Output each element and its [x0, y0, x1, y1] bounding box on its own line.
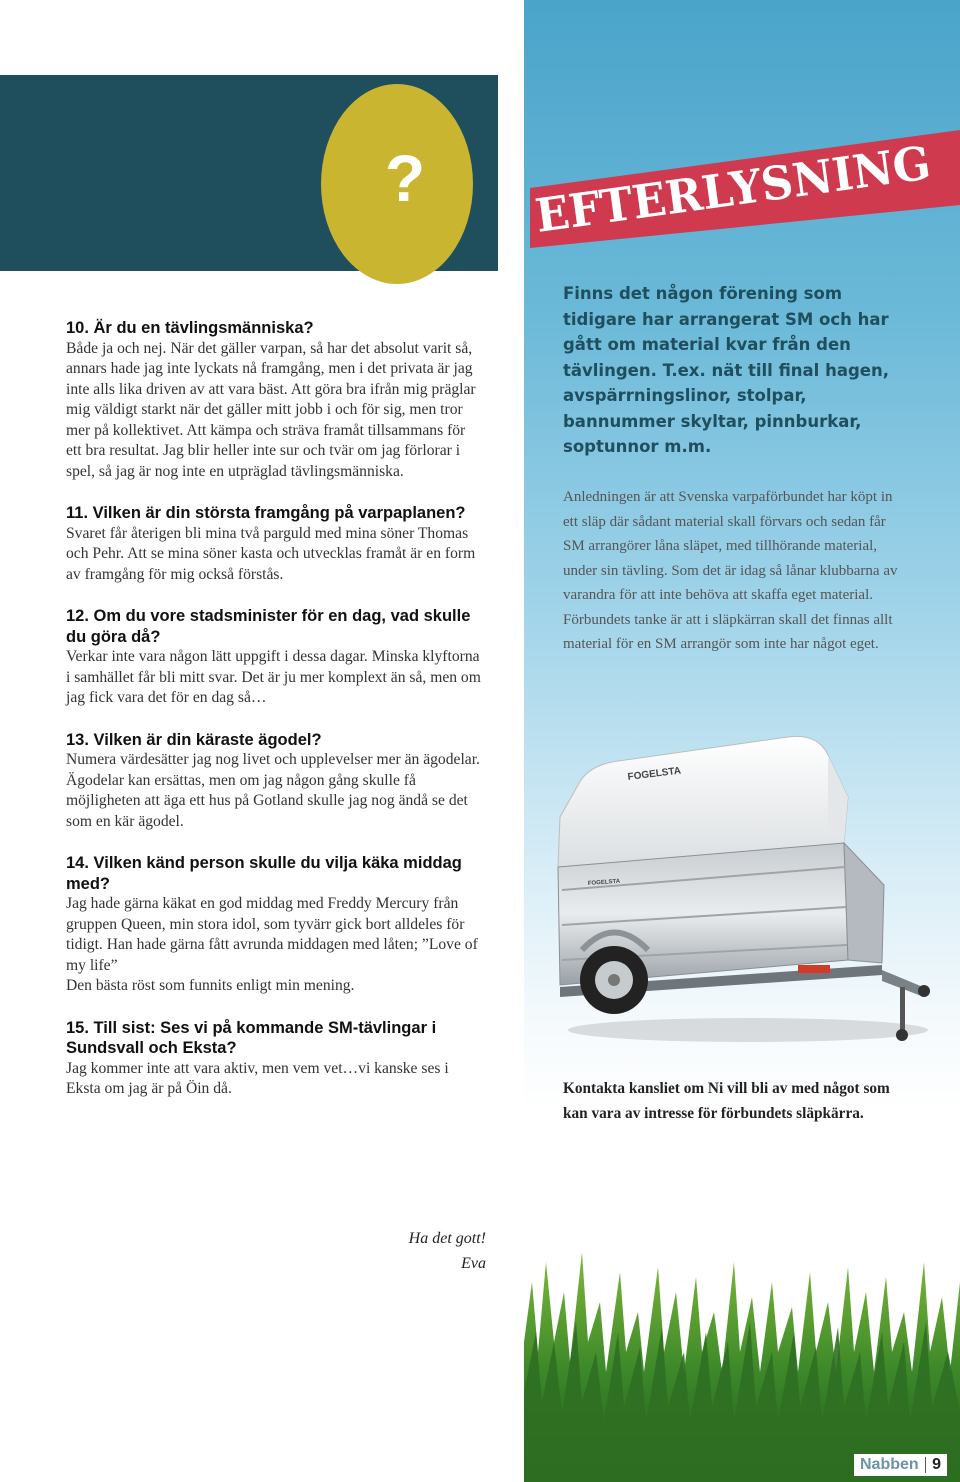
signoff	[380, 1226, 486, 1276]
answer-10: Både ja och nej. När det gäller varpan, så har det absolut varit så, annars hade jag inte lyckats nå framgång, men i det privata är jag inte alls lika driven av att vara bäst. Att göra bra ifrån mig präglar mig väldigt starkt när det gäller mitt jobb i och för sig, men tror mer på kollektivet. Att kämpa och sträva framåt tillsammans för ett bra resultat. Jag blir heller inte sur och tvär om jag förlorar i spel, så jag är nog inte en utpräglad tävlingsmänniska.	[66, 339, 476, 480]
grass-illustration	[524, 1222, 960, 1482]
page-number: 9	[932, 1456, 942, 1473]
interview-column	[66, 318, 484, 1121]
question-10: 10. Är du en tävlingsmänniska?	[66, 319, 314, 337]
question-14: 14. Vilken känd person skulle du vilja käka middag med?	[66, 854, 462, 893]
trailer-brand: FOGELSTA	[627, 765, 682, 783]
magazine-name: Nabben	[860, 1456, 919, 1473]
footer-divider	[925, 1457, 927, 1473]
qa-14	[66, 853, 484, 997]
answer-14-extra: Den bästa röst som funnits enligt min mening.	[66, 977, 355, 994]
signoff-greeting: Ha det gott!	[408, 1230, 486, 1247]
answer-11: Svaret får återigen bli mina två parguld med mina söner Thomas och Pehr. Att se mina söner kasta och utvecklas framåt är en form av framgång för mig också förstås.	[66, 524, 476, 583]
answer-13: Numera värdesätter jag nog livet och upplevelser mer än ägodelar. Ägodelar kan ersättas, men om jag någon gång skulle få möjligheten att äga ett hus på Gotland skulle jag nog ändå se det som en kär ägodel.	[66, 751, 480, 830]
signoff-name: Eva	[461, 1255, 486, 1272]
answer-12: Verkar inte vara någon lätt uppgift i dessa dagar. Minska klyftorna i samhället får bli mitt svar. Det är ju mer komplext än så, men om jag fick vara det för en dag så…	[66, 648, 481, 706]
trailer-side-brand: FOGELSTA	[587, 878, 621, 887]
qa-15	[66, 1018, 484, 1100]
question-mark: ?	[384, 141, 426, 215]
page-footer	[854, 1454, 947, 1476]
qa-12	[66, 606, 484, 709]
ad-heading: Finns det någon förening som tidigare har arrangerat SM och har gått om material kvar från den tävlingen. T.ex. nät till final hagen, avspärrningslinor, stolpar, bannummer skyltar, pinnburkar, soptunnor m.m.	[563, 284, 889, 456]
question-13: 13. Vilken är din käraste ägodel?	[66, 730, 322, 749]
efterlysning-banner	[524, 130, 960, 250]
trailer-image	[548, 725, 943, 1055]
qa-13	[66, 730, 484, 833]
answer-15: Jag kommer inte att vara aktiv, men vem vet…vi kanske ses i Eksta om jag är på Öin då.	[66, 1059, 449, 1097]
answer-14: Jag hade gärna käkat en god middag med Freddy Mercury från gruppen Queen, min stora idol, som tyvärr gick bort alldeles för tidigt. Han hade gärna fått avrunda middagen med låten; ”Love of my life”	[66, 895, 478, 974]
question-12: 12. Om du vore stadsminister för en dag, vad skulle du göra då?	[66, 607, 471, 646]
ad-body: Anledningen är att Svenska varpaförbundet har köpt in ett släp där sådant material skall förvars och sedan får SM arrangörer låna släpet, med tillhörande material, under sin tävling. Som det är idag så lånar klubbarna av varandra för att inte behöva att skaffa eget material. Förbundets tanke är att i släpkärran skall det finnas allt material för en SM arrangör som inte har något eget.	[563, 489, 898, 652]
qa-11	[66, 503, 484, 585]
question-11: 11. Vilken är din största framgång på varpaplanen?	[66, 504, 466, 522]
ad-contact: Kontakta kansliet om Ni vill bli av med något som kan vara av intresse för förbundets släpkärra.	[563, 1080, 890, 1122]
question-15: 15. Till sist: Ses vi på kommande SM-tävlingar i Sundsvall och Eksta?	[66, 1018, 437, 1057]
banner-title: EFTERLYSNING	[532, 132, 952, 243]
question-mark-circle	[321, 84, 473, 284]
qa-10	[66, 318, 484, 482]
